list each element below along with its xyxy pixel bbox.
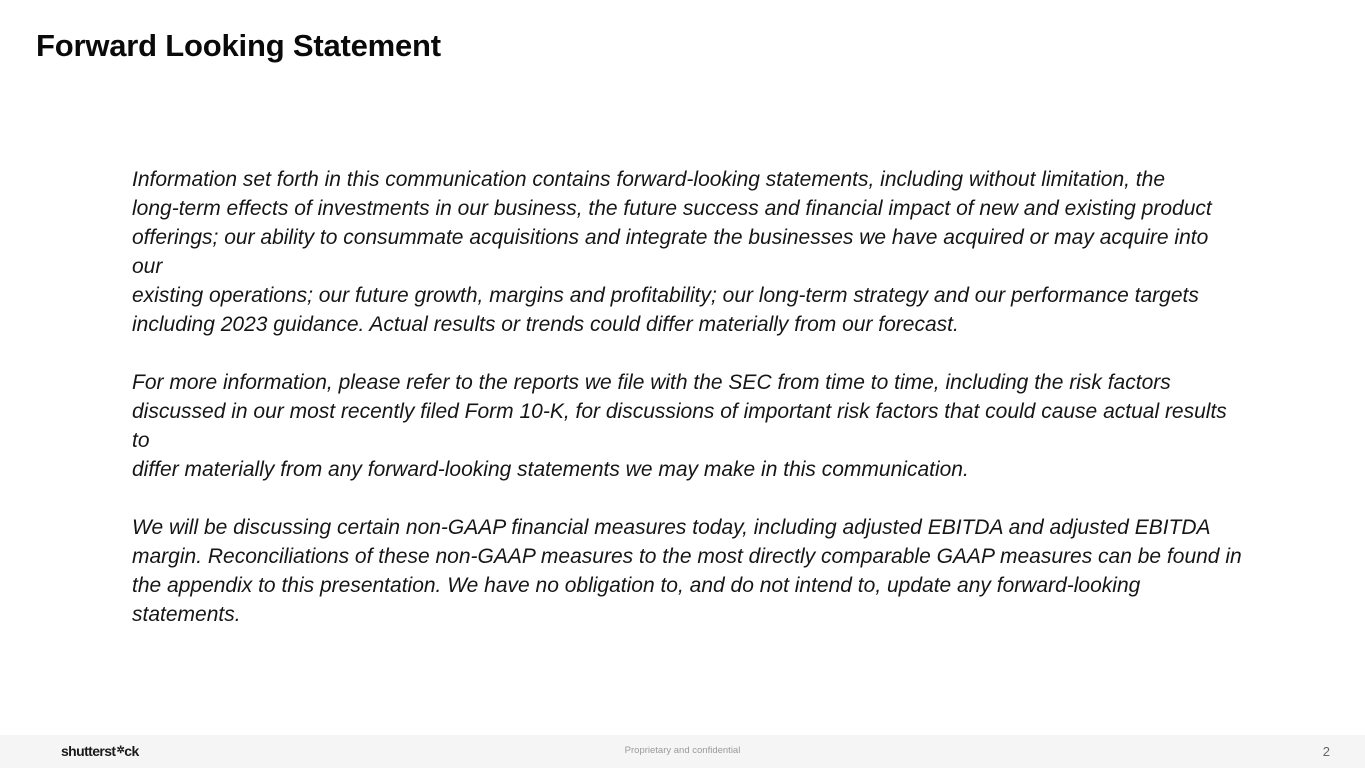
logo-text-start: shutterst — [61, 743, 116, 759]
page-number: 2 — [1322, 744, 1330, 759]
logo-text-end: ck — [124, 743, 139, 759]
slide-title: Forward Looking Statement — [36, 28, 441, 63]
confidential-notice: Proprietary and confidential — [624, 745, 741, 756]
paragraph-forward-looking: Information set forth in this communication contains forward-looking statements, including without limitation, the long-term effects of investments in our business, the future success and financial impact of new and existing product offerings; our ability to consummate acquisitions and integrate the businesses we have acquired or may acquire into our existing operations; our future growth, margins and profitability; our long-term strategy and our performance targets including 2023 guidance. Actual results or trends could differ materially from our forecast. — [132, 168, 1212, 336]
paragraph-non-gaap: We will be discussing certain non-GAAP financial measures today, including adjusted EBITDA and adjusted EBITDA margin. Reconciliations of these non-GAAP measures to the most directly comparable GAAP measures can be found in the appendix to this presentation. We have no obligation to, and do not intend to, update any forward-looking statements. — [132, 516, 1242, 626]
statement-body — [132, 165, 1242, 658]
logo-mark-icon: ✲ — [116, 745, 125, 756]
paragraph-sec-reports: For more information, please refer to the reports we file with the SEC from time to time, including the risk factors discussed in our most recently filed Form 10-K, for discussions of important risk factors that could cause actual results to differ materially from any forward-looking statements we may make in this communication. — [132, 371, 1227, 481]
slide-footer — [0, 735, 1365, 768]
